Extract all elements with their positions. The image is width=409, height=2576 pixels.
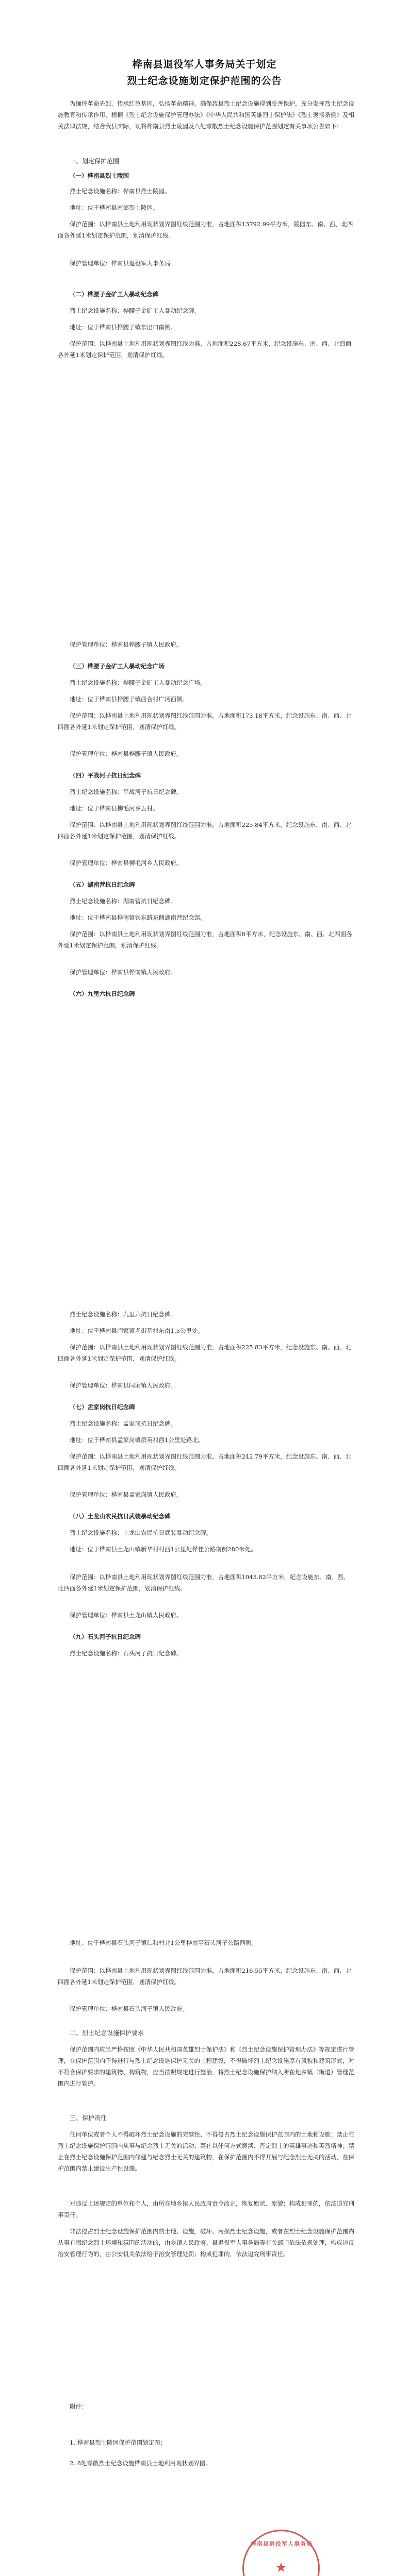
site-heading: （五）湖南营抗日纪念碑 xyxy=(70,881,135,888)
site-name-line: 烈士纪念设施名称：桦腰子金矿工人暴动纪念碑。 xyxy=(70,307,200,314)
site-address-line: 地址：位于桦南县石头河子镇仁和村北1公里桦南至石头河子公路西侧。 xyxy=(70,1939,257,1946)
site-manager-line: 保护管理单位：桦南县桦腰子镇人民政府。 xyxy=(70,641,183,648)
section-heading-1: 一、划定保护范围 xyxy=(70,158,120,165)
site-scope-line: 保护范围：以桦南县土地利用现状划界图红线为准，占地面积228.67平方米，纪念设施东、南、西、北四面各外延1米划定保护范围，划清保护红线。 xyxy=(58,340,352,359)
site-manager-line: 保护管理单位：桦南县石头河子镇人民政府。 xyxy=(70,2005,188,2012)
site-manager-line: 保护管理单位：桦南县桦腰子镇人民政府。 xyxy=(70,750,183,757)
site-name-line: 烈士纪念设施名称：桦南县烈士陵园。 xyxy=(70,188,171,195)
site-heading: （二）桦腰子金矿工人暴动纪念碑 xyxy=(70,291,159,298)
seal-text: 桦南县退役军人事务局 xyxy=(251,2540,313,2547)
notice-title-line-1: 桦南县退役军人事务局关于划定 xyxy=(132,59,277,70)
site-heading: （七）孟家岗抗日纪念碑 xyxy=(70,1403,135,1411)
site-manager-line: 保护管理单位：桦南县闫家镇人民政府。 xyxy=(70,1382,176,1389)
official-seal xyxy=(242,2530,320,2576)
section-heading-2: 二、烈士纪念设施保护要求 xyxy=(70,2029,144,2037)
site-address-line: 地址：位于桦南县孟家岗镇群英村西1公里处路北。 xyxy=(70,1436,204,1444)
site-name-line: 烈士纪念设施名称：平战河子抗日纪念碑。 xyxy=(70,788,183,795)
site-scope-line: 保护范围：以桦南县土地利用现状划界图红线范围为准，占地面积173.18平方米，纪念设施东、南、西、北四面各外延1米划定保护范围，划清保护红线。 xyxy=(58,712,352,731)
site-heading: （六）九里六抗日纪念碑 xyxy=(70,990,135,997)
section-2-paragraph: 保护范围内应当严格按照《中华人民共和国英雄烈士保护法》和《烈士纪念设施保护管理办法》等规定进行管理，在保护范围内不得进行与烈士纪念设施保护无关的工程建设，不得破坏烈士纪念设施原有风貌和建筑形式，对不符合保护要求的建筑物、构筑物，应当按照规定进行整治，将烈士纪念设施保护纳入所在地乡镇（街道）管理范围内进行管护。 xyxy=(58,2046,354,2087)
site-scope-line: 保护范围：以桦南县土地利用现状划界图红线范围为准，占地面积225.83平方米，纪念设施东、南、西、北四面各外延1米划定保护范围，划清保护红线。 xyxy=(58,1344,352,1362)
site-address-line: 地址：位于桦南县桦腰子镇东出口南侧。 xyxy=(70,324,176,331)
site-name-line: 烈士纪念设施名称：九里六抗日纪念碑。 xyxy=(70,1311,176,1318)
section-3-paragraph: 对违反上述规定的单位和个人，由所在地乡镇人民政府责令改正，恢复原状、原貌；构成犯罪的，依法追究刑事责任。 xyxy=(58,2200,354,2218)
site-heading: （一）桦南县烈士陵园 xyxy=(70,172,129,179)
site-address-line: 地址：位于桦南县土龙山镇新华村村西1公里处桦佳公路南侧280米处。 xyxy=(70,1546,257,1553)
site-name-line: 烈士纪念设施名称：孟家岗抗日纪念碑。 xyxy=(70,1420,176,1427)
site-scope-line: 保护范围：以桦南县土地利用现状划界图红线范围为准，占地面积1045.82平方米，纪念设施东、南、西、北四面各外延1米划定保护范围，划清保护红线。 xyxy=(58,1573,350,1592)
attachment-label: 附件： xyxy=(70,2403,88,2410)
site-manager-line: 保护管理单位：桦南县桦南镇人民政府。 xyxy=(70,969,176,976)
site-name-line: 烈士纪念设施名称：湖南营抗日纪念碑。 xyxy=(70,897,176,905)
site-name-line: 烈士纪念设施名称：桦腰子金矿工人暴动纪念广场。 xyxy=(70,679,206,686)
site-manager-line: 保护管理单位：桦南县孟家岗镇人民政府。 xyxy=(70,1491,183,1498)
site-scope-line: 保护范围：以桦南县土地利用现状划界图红线范围为准，占地面积242.79平方米，纪念设施东、南、西、北四面各外延1米划定保护范围，划清保护红线。 xyxy=(58,1453,352,1471)
notice-title-line-2: 烈士纪念设施划定保护范围的公告 xyxy=(127,75,282,87)
site-address-line: 地址：位于桦南县柳毛河乡五村。 xyxy=(70,805,159,812)
star-icon: ★ xyxy=(275,2560,287,2575)
section-heading-3: 三、保护责任 xyxy=(70,2114,107,2122)
attachment-item: 1. 桦南县烈士陵园保护范围划定图； xyxy=(70,2439,167,2446)
intro-paragraph: 为缅怀革命先烈，传承红色基因，弘扬革命精神，确保我县烈士纪念设施得到妥善保护，充分发挥烈士纪念设施教育和传承作用，根据《烈士纪念设施保护管理办法》《中华人民共和国英雄烈士保护法》《烈士褒扬条例》及相关法律法规，结合我县实际，现将桦南县烈士陵园及八处零散烈士纪念设施保护范围划定有关事项公告如下： xyxy=(58,100,354,130)
site-scope-line: 保护范围：以桦南县土地利用现状划界图红线范围为准，占地面积8平方米，纪念设施东、南、西、北四面各外延1米划定保护范围，划清保护红线。 xyxy=(58,930,352,949)
site-name-line: 烈士纪念设施名称：石头河子抗日纪念碑。 xyxy=(70,1650,183,1657)
site-scope-line: 保护范围：以桦南县土地利用现状划界图红线范围为准，占地面积13792.99平方米，陵园东、南、西、北四面各外延1米划定保护范围，划清保护红线。 xyxy=(58,221,353,239)
site-address-line: 地址：位于桦南县南郊烈士陵园。 xyxy=(70,204,159,211)
attachment-item: 2. 8处零散烈士纪念设施桦南县土地利用现状划界图。 xyxy=(70,2460,211,2467)
site-address-line: 地址：位于桦南县桦南镇铁东路东侧湖南营纪念馆。 xyxy=(70,914,206,921)
site-scope-line: 保护范围：以桦南县土地利用现状划界图红线范围为准，占地面积225.84平方米，纪念设施东、南、西、北四面各外延1米划定保护范围，划清保护红线。 xyxy=(58,821,352,840)
section-3-paragraph: 任何单位或者个人不得破坏烈士纪念设施的完整性、不得侵占烈士纪念设施保护范围内的土地和设施；禁止在烈士纪念设施保护范围内从事与纪念烈士无关的活动；禁止以任何方式亵渎、否定烈士的英雄事迹和英烈精神；禁止在烈士纪念设施保护范围内修建与纪念烈士无关的建筑物，在保护范围内不得开展与纪念烈士无关的活动，在保护范围内禁止建设生产性设施。 xyxy=(58,2131,354,2172)
site-name-line: 烈士纪念设施名称：土龙山农民抗日武装暴动纪念碑。 xyxy=(70,1529,212,1536)
site-heading: （九）石头河子抗日纪念碑 xyxy=(70,1633,141,1640)
site-heading: （三）桦腰子金矿工人暴动纪念广场 xyxy=(70,663,165,670)
site-heading: （四）平战河子抗日纪念碑 xyxy=(70,772,141,779)
site-manager-line: 保护管理单位：桦南县退役军人事务局 xyxy=(70,260,171,267)
site-heading: （八）土龙山农民抗日武装暴动纪念碑 xyxy=(70,1513,171,1520)
site-manager-line: 保护管理单位：桦南县柳毛河乡人民政府。 xyxy=(70,859,183,867)
site-scope-line: 保护范围：以桦南县土地利用现状划界图红线范围为准，占地面积216.55平方米，纪念设施东、南、西、北四面各外延1米划定保护范围，划清保护红线。 xyxy=(58,1967,352,1986)
section-3-paragraph: 非法侵占烈士纪念设施保护范围内的土地、设施，破坏、污损烈士纪念设施，或者在烈士纪念设施保护范围内从事有损纪念烈士环境和氛围的活动的，由乡镇人民政府、县退役军人事务局等有关部门依法依规处理，构成违反治安管理行为的，由公安机关依法给予治安管理处罚；构成犯罪的，依法追究刑事责任。 xyxy=(58,2228,354,2258)
site-address-line: 地址：位于桦南县闫家镇老街基村东南1.5公里处。 xyxy=(70,1327,204,1334)
site-address-line: 地址：位于桦南县桦腰子镇西合村广场西侧。 xyxy=(70,696,188,703)
site-manager-line: 保护管理单位：桦南县土龙山镇人民政府。 xyxy=(70,1612,183,1619)
